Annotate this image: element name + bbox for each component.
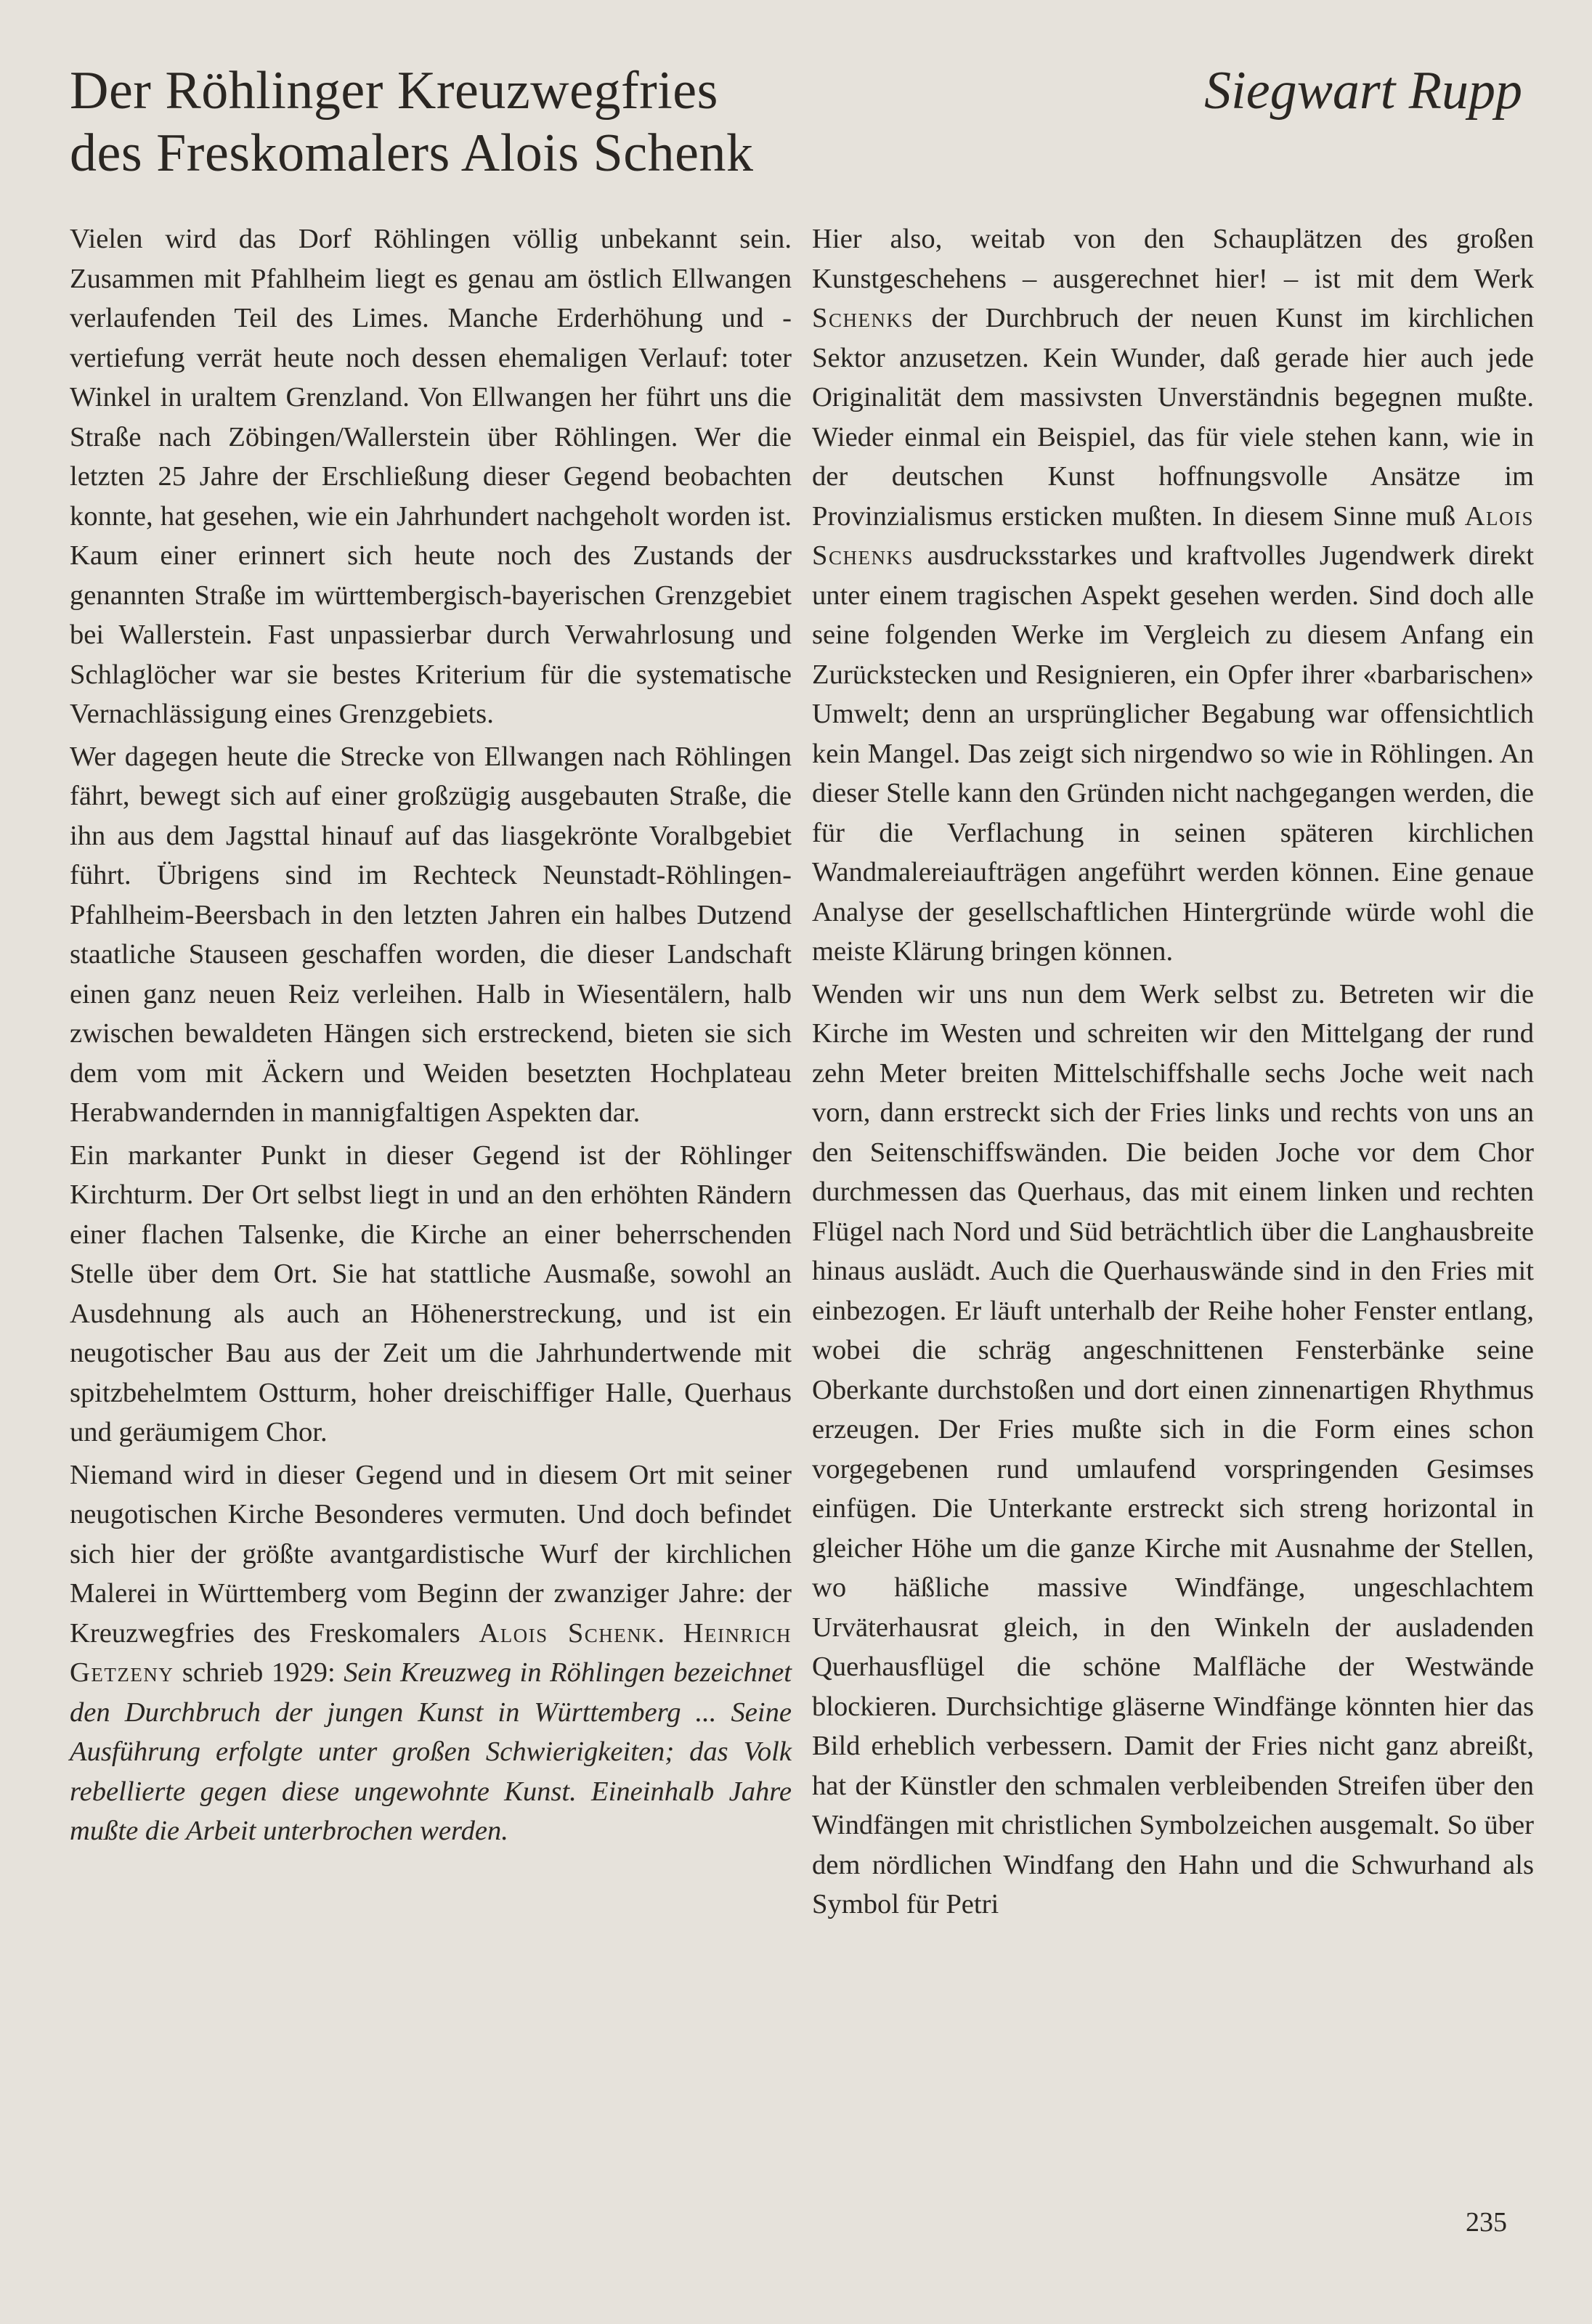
article-header <box>0 0 1592 211</box>
paragraph-4-text-c: schrieb 1929: <box>174 1657 344 1688</box>
artist-name: Alois Schenk <box>479 1617 658 1649</box>
paragraph-4 <box>70 1455 792 1851</box>
title-line-2: des Freskomalers Alois Schenk <box>70 123 754 183</box>
paragraph-5-text-b: der Durchbruch der neuen Kunst im kirchlichen Sektor anzusetzen. Kein Wunder, daß gerade hier auch jede Originalität dem massivsten Unverständnis begegnen mußte. Wieder einmal ein Beispiel, das für viele stehen kann, wie in der deutschen Kunst hoffnungsvolle Ansätze im Provinzialismus ersticken mußten. In diesem Sinne muß <box>812 303 1534 532</box>
cited-author-name: Heinrich Getzeny <box>70 1617 792 1688</box>
paragraph-5-text-c: ausdrucksstarkes und kraftvolles Jugendwerk direkt unter einem tragischen Aspekt gesehen werden. Sind doch alle seine folgenden Werke im Vergleich zu diesem Anfang ein Zurückstecken und Resignieren, ein Opfer ihrer «barbarischen» Umwelt; denn an ursprünglicher Begabung war offensichtlich kein Mangel. Das zeigt sich nirgendwo so wie in Röhlingen. An dieser Stelle kann den Gründen nicht nachgegangen werden, die für die Verflachung in seinen späteren kirchlichen Wandmalereiaufträgen angeführt werden können. Eine genaue Analyse der gesellschaftlichen Hintergründe würde wohl die meiste Klärung bringen können. <box>812 540 1534 967</box>
artist-name-genitive: Schenks <box>812 303 914 333</box>
paragraph-3: Ein markanter Punkt in dieser Gegend ist der Röhlinger Kirchturm. Der Ort selbst liegt in und an den erhöhten Rändern einer flachen Talsenke, die Kirche an einer beherrschenden Stelle über dem Ort. Sie hat stattliche Ausmaße, sowohl an Ausdehnung als auch an Höhenerstreckung, und ist ein neugotischer Bau aus der Zeit um die Jahrhundertwende mit spitzbehelmtem Ostturm, hoher dreischiffiger Halle, Querhaus und geräumigem Chor. <box>70 1139 792 1447</box>
paragraph-4-text-a: Niemand wird in dieser Gegend und in diesem Ort mit seiner neugotischen Kirche Besonderes vermuten. Und doch befindet sich hier der größte avantgardistische Wurf der kirchlichen Malerei in Württemberg vom Beginn der zwanziger Jahre: der Kreuzwegfries des Freskomalers <box>70 1459 792 1649</box>
page-number: 235 <box>1466 2207 1507 2238</box>
paragraph-6: Wenden wir uns nun dem Werk selbst zu. Betreten wir die Kirche im Westen und schreiten wir den Mittelgang der rund zehn Meter breiten Mittelschiffshalle sechs Joche weit nach vorn, dann erstreckt sich der Fries links und rechts von uns an den Seitenschiffswänden. Die beiden Joche vor dem Chor durchmessen das Querhaus, das mit einem linken und rechten Flügel nach Nord und Süd beträchtlich über die Langhausbreite hinaus auslädt. Auch die Querhauswände sind in den Fries mit einbezogen. Er läuft unterhalb der Reihe hoher Fenster entlang, wobei die schräg angeschnittenen Fensterbänke seine Oberkante durchstoßen und dort einen zinnenartigen Rhythmus erzeugen. Der Fries mußte sich in die Form eines schon vorgegebenen rund umlaufend vorspringenden Gesimses einfügen. Die Unterkante erstreckt sich streng horizontal in gleicher Höhe um die ganze Kirche mit Ausnahme der Stellen, wo häßliche massive Windfänge, ungeschlachtem Urväterhausrat gleich, in den Winkeln der ausladenden Querhausflügel die schöne Malfläche der Westwände blockieren. Durchsichtige gläserne Windfänge könnten hier das Bild erheblich verbessern. Damit der Fries nicht ganz abreißt, hat der Künstler den schmalen verbleibenden Streifen über den Windfängen mit christlichen Symbolzeichen ausgemalt. So über dem nördlichen Windfang den Hahn und die Schwurhand als Symbol für Petri <box>812 978 1534 1919</box>
paragraph-2: Wer dagegen heute die Strecke von Ellwangen nach Röhlingen fährt, bewegt sich auf einer großzügig ausgebauten Straße, die ihn aus dem Jagsttal hinauf auf das liasgekrönte Voralbgebiet führt. Übrigens sind im Rechteck Neunstadt-Röhlingen-Pfahlheim-Beersbach in den letzten Jahren ein halbes Dutzend staatliche Stauseen geschaffen worden, die dieser Landschaft einen ganz neuen Reiz verleihen. Halb in Wiesentälern, halb zwischen bewaldeten Hängen sich erstreckend, bieten sie sich dem vom mit Äckern und Weiden besetzten Hochplateau Herabwandernden in mannigfaltigen Aspekten dar. <box>70 741 792 1128</box>
author-name: Siegwart Rupp <box>1204 61 1522 121</box>
article-title <box>70 60 753 184</box>
left-column <box>70 219 792 1854</box>
quotation: Sein Kreuzweg in Röhlingen bezeichnet den Durchbruch der jungen Kunst in Württemberg ... Seine Ausführung erfolgte unter großen Schwierigkeiten; das Volk rebellierte gegen diese ungewohnte Kunst. Eineinhalb Jahre mußte die Arbeit unterbrochen werden. <box>70 1657 792 1846</box>
right-column <box>812 219 1534 1927</box>
paragraph-5 <box>812 219 1534 972</box>
paragraph-4-period: . <box>657 1617 665 1649</box>
title-line-1: Der Röhlinger Kreuzwegfries <box>70 61 718 121</box>
paragraph-5-text-a: Hier also, weitab von den Schauplätzen des großen Kunstgeschehens – ausgerechnet hier! – ist mit dem Werk <box>812 224 1534 294</box>
artist-full-name-genitive: Alois Schenks <box>812 500 1534 571</box>
paragraph-1: Vielen wird das Dorf Röhlingen völlig unbekannt sein. Zusammen mit Pfahlheim liegt es genau am östlich Ellwangen verlaufenden Teil des Limes. Manche Erderhöhung und -vertiefung verrät heute noch dessen ehemaligen Verlauf: toter Winkel in uraltem Grenzland. Von Ellwangen her führt uns die Straße nach Zöbingen/Wallerstein über Röhlingen. Wer die letzten 25 Jahre der Erschließung dieser Gegend beobachten konnte, hat gesehen, wie ein Jahrhundert nachgeholt worden ist. Kaum einer erinnert sich heute noch des Zustands der genannten Straße im württembergisch-bayerischen Grenzgebiet bei Wallerstein. Fast unpassierbar durch Verwahrlosung und Schlaglöcher war sie bestes Kriterium für die systematische Vernachlässigung eines Grenzgebiets. <box>70 224 792 729</box>
